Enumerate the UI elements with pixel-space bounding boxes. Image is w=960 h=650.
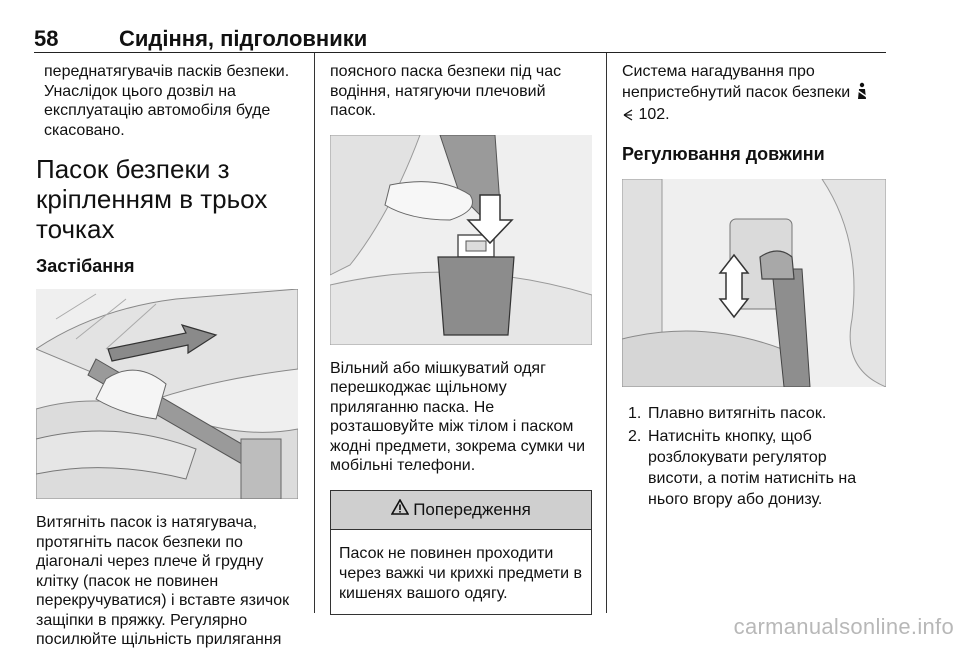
page-header bbox=[34, 22, 884, 52]
adjust-steps bbox=[622, 403, 886, 510]
warning-text: Пасок не повинен проходити через важкі чи крихкі предмети в кишенях вашого одягу. bbox=[339, 544, 582, 602]
page-number: 58 bbox=[34, 26, 59, 51]
column-2 bbox=[330, 62, 592, 615]
length-adjust-heading: Регулювання довжини bbox=[622, 143, 825, 164]
intro-paragraph: переднатягувачів пасків безпеки. Унаслідок цього дозвіл на експлуатацію автомобіля буде скасовано. bbox=[44, 63, 290, 139]
list-item: 1. Плавно витягніть пасок. bbox=[628, 404, 827, 422]
height-adjuster-illustration bbox=[622, 179, 886, 387]
section-heading: Пасок безпеки з кріпленням в трьох точках bbox=[36, 154, 268, 244]
watermark: carmanualsonline.info bbox=[733, 614, 954, 639]
fastening-caption: Витягніть пасок із натягувача, протягніть пасок безпеки по діагоналі через плече й грудну клітку (пасок не повинен перекручуватися) і вставте язичок защіпки в пряжку. Регулярно посилюйте щільність прилягання bbox=[36, 514, 290, 648]
warning-box bbox=[330, 490, 592, 615]
warning-triangle-icon bbox=[391, 499, 409, 520]
warning-title: Попередження bbox=[413, 499, 531, 519]
subsection-heading: Застібання bbox=[36, 256, 135, 276]
clothing-caption: Вільний або мішкуватий одяг перешкоджає щільному приляганню паска. Не розташовуйте між тілом і паском жодні предмети, зокрема сумки чи мобільні телефони. bbox=[330, 359, 586, 474]
list-item: 2. Натисніть кнопку, щоб розблокувати регулятор висоти, а потім натисніть на нього вгору або донизу. bbox=[628, 427, 857, 508]
fastening-illustration bbox=[36, 289, 298, 499]
column-3 bbox=[622, 62, 886, 512]
height-adjuster-drawing bbox=[622, 179, 886, 387]
page-reference[interactable]: 102. bbox=[638, 106, 670, 123]
column-1 bbox=[36, 62, 300, 650]
reminder-paragraph: Система нагадування про непристебнутий пасок безпеки 102. bbox=[622, 62, 886, 128]
warning-header bbox=[331, 491, 591, 530]
header-rule bbox=[34, 52, 886, 53]
seatbelt-reminder-icon bbox=[855, 82, 869, 106]
page-reference-icon[interactable] bbox=[622, 108, 634, 128]
column-divider bbox=[314, 53, 315, 613]
chapter-title: Сидіння, підголовники bbox=[119, 26, 368, 51]
buckle-drawing bbox=[330, 135, 592, 345]
buckle-illustration bbox=[330, 135, 592, 345]
continuation-paragraph: поясного паска безпеки під час водіння, натягуючи плечовий пасок. bbox=[330, 63, 562, 119]
column-divider bbox=[606, 53, 607, 613]
fastening-drawing bbox=[36, 289, 298, 499]
